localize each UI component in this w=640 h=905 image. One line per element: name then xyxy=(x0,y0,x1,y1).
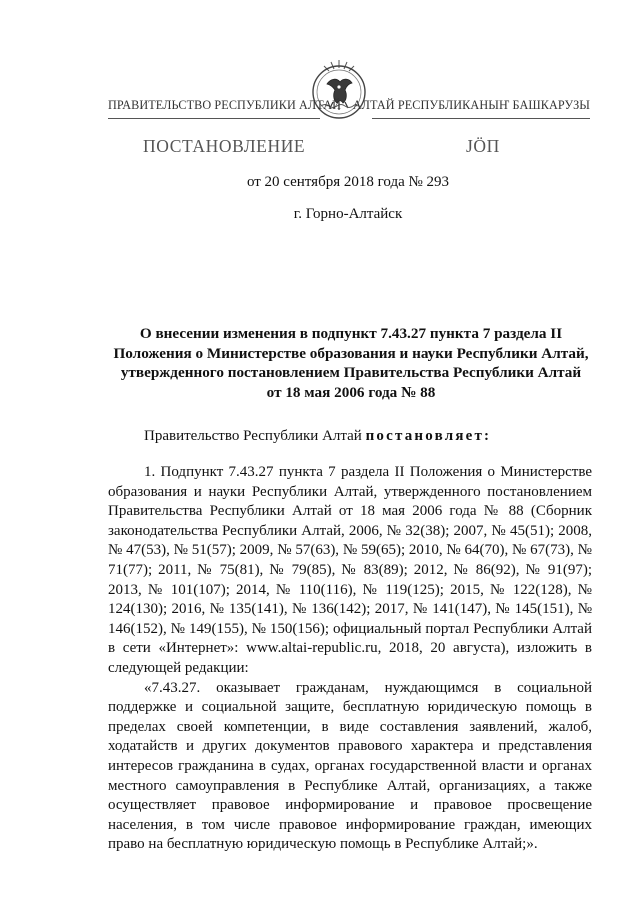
header-rule-right xyxy=(372,118,590,119)
document-body xyxy=(108,463,592,855)
header-rule-left xyxy=(108,118,320,119)
government-name-alt: АЛТАЙ РЕСПУБЛИКАНЫҤ БАШКАРУЗЫ xyxy=(352,98,590,112)
preamble-verb: постановляет: xyxy=(365,428,492,444)
document-dateline: от 20 сентября 2018 года № 293 xyxy=(246,174,450,190)
document-title: О внесении изменения в подпункт 7.43.27 пункта 7 раздела II Положения о Министерстве образования и науки Республики Алтай, утвержденного постановлением Правительства Республики Алтай от 18 мая 2006 года № 88 xyxy=(113,325,589,401)
preamble-lead: Правительство Республики Алтай xyxy=(144,428,362,444)
document-type-ru: ПОСТАНОВЛЕНИЕ xyxy=(143,136,306,156)
document-type-alt: ЈӦП xyxy=(466,136,500,156)
paragraph-1: 1. Подпункт 7.43.27 пункта 7 раздела II Положения о Министерстве образования и науки Республики Алтай, утвержденного постановлением Правительства Республики Алтай от 18 мая 2006 года № 88 (Сборник законодательства Республики Алтай, 2006, № 32(38); 2007, № 45(51); 2008, № 47(53), № 51(57); 2009, № 57(63), № 59(65); 2010, № 64(70), № 67(73), № 71(77); 2011, № 75(81), № 79(85), № 83(89); 2012, № 86(92), № 91(97); 2013, № 101(107); 2014, № 110(116), № 119(125); 2015, № 122(128), № 124(130); 2016, № 135(141), № 136(142); 2017, № 141(147), № 145(151), № 146(152), № 149(155), № 150(156); официальный портал Республики Алтай в сети «Интернет»: www.altai-republic.ru, 2018, 20 августа), изложить в следующей редакции: xyxy=(108,464,592,676)
document-city: г. Горно-Алтайск xyxy=(293,206,403,222)
paragraph-2: «7.43.27. оказывает гражданам, нуждающимся в социальной поддержке и социальной защите, бесплатную юридическую помощь в пределах своей компетенции, в виде составления заявлений, жалоб, ходатайств и других документов правового характера и представления интересов гражданина в судах, органах государственной власти и органах местного самоуправления в Республике Алтай, организациях, а также осуществляет правовое информирование и правовое просвещение населения, в том числе правовое информирование граждан, имеющих право на бесплатную юридическую помощь в Республике Алтай;». xyxy=(108,679,592,853)
preamble xyxy=(144,428,491,445)
government-name-ru: ПРАВИТЕЛЬСТВО РЕСПУБЛИКИ АЛТАЙ xyxy=(108,98,342,112)
government-header xyxy=(108,98,590,118)
